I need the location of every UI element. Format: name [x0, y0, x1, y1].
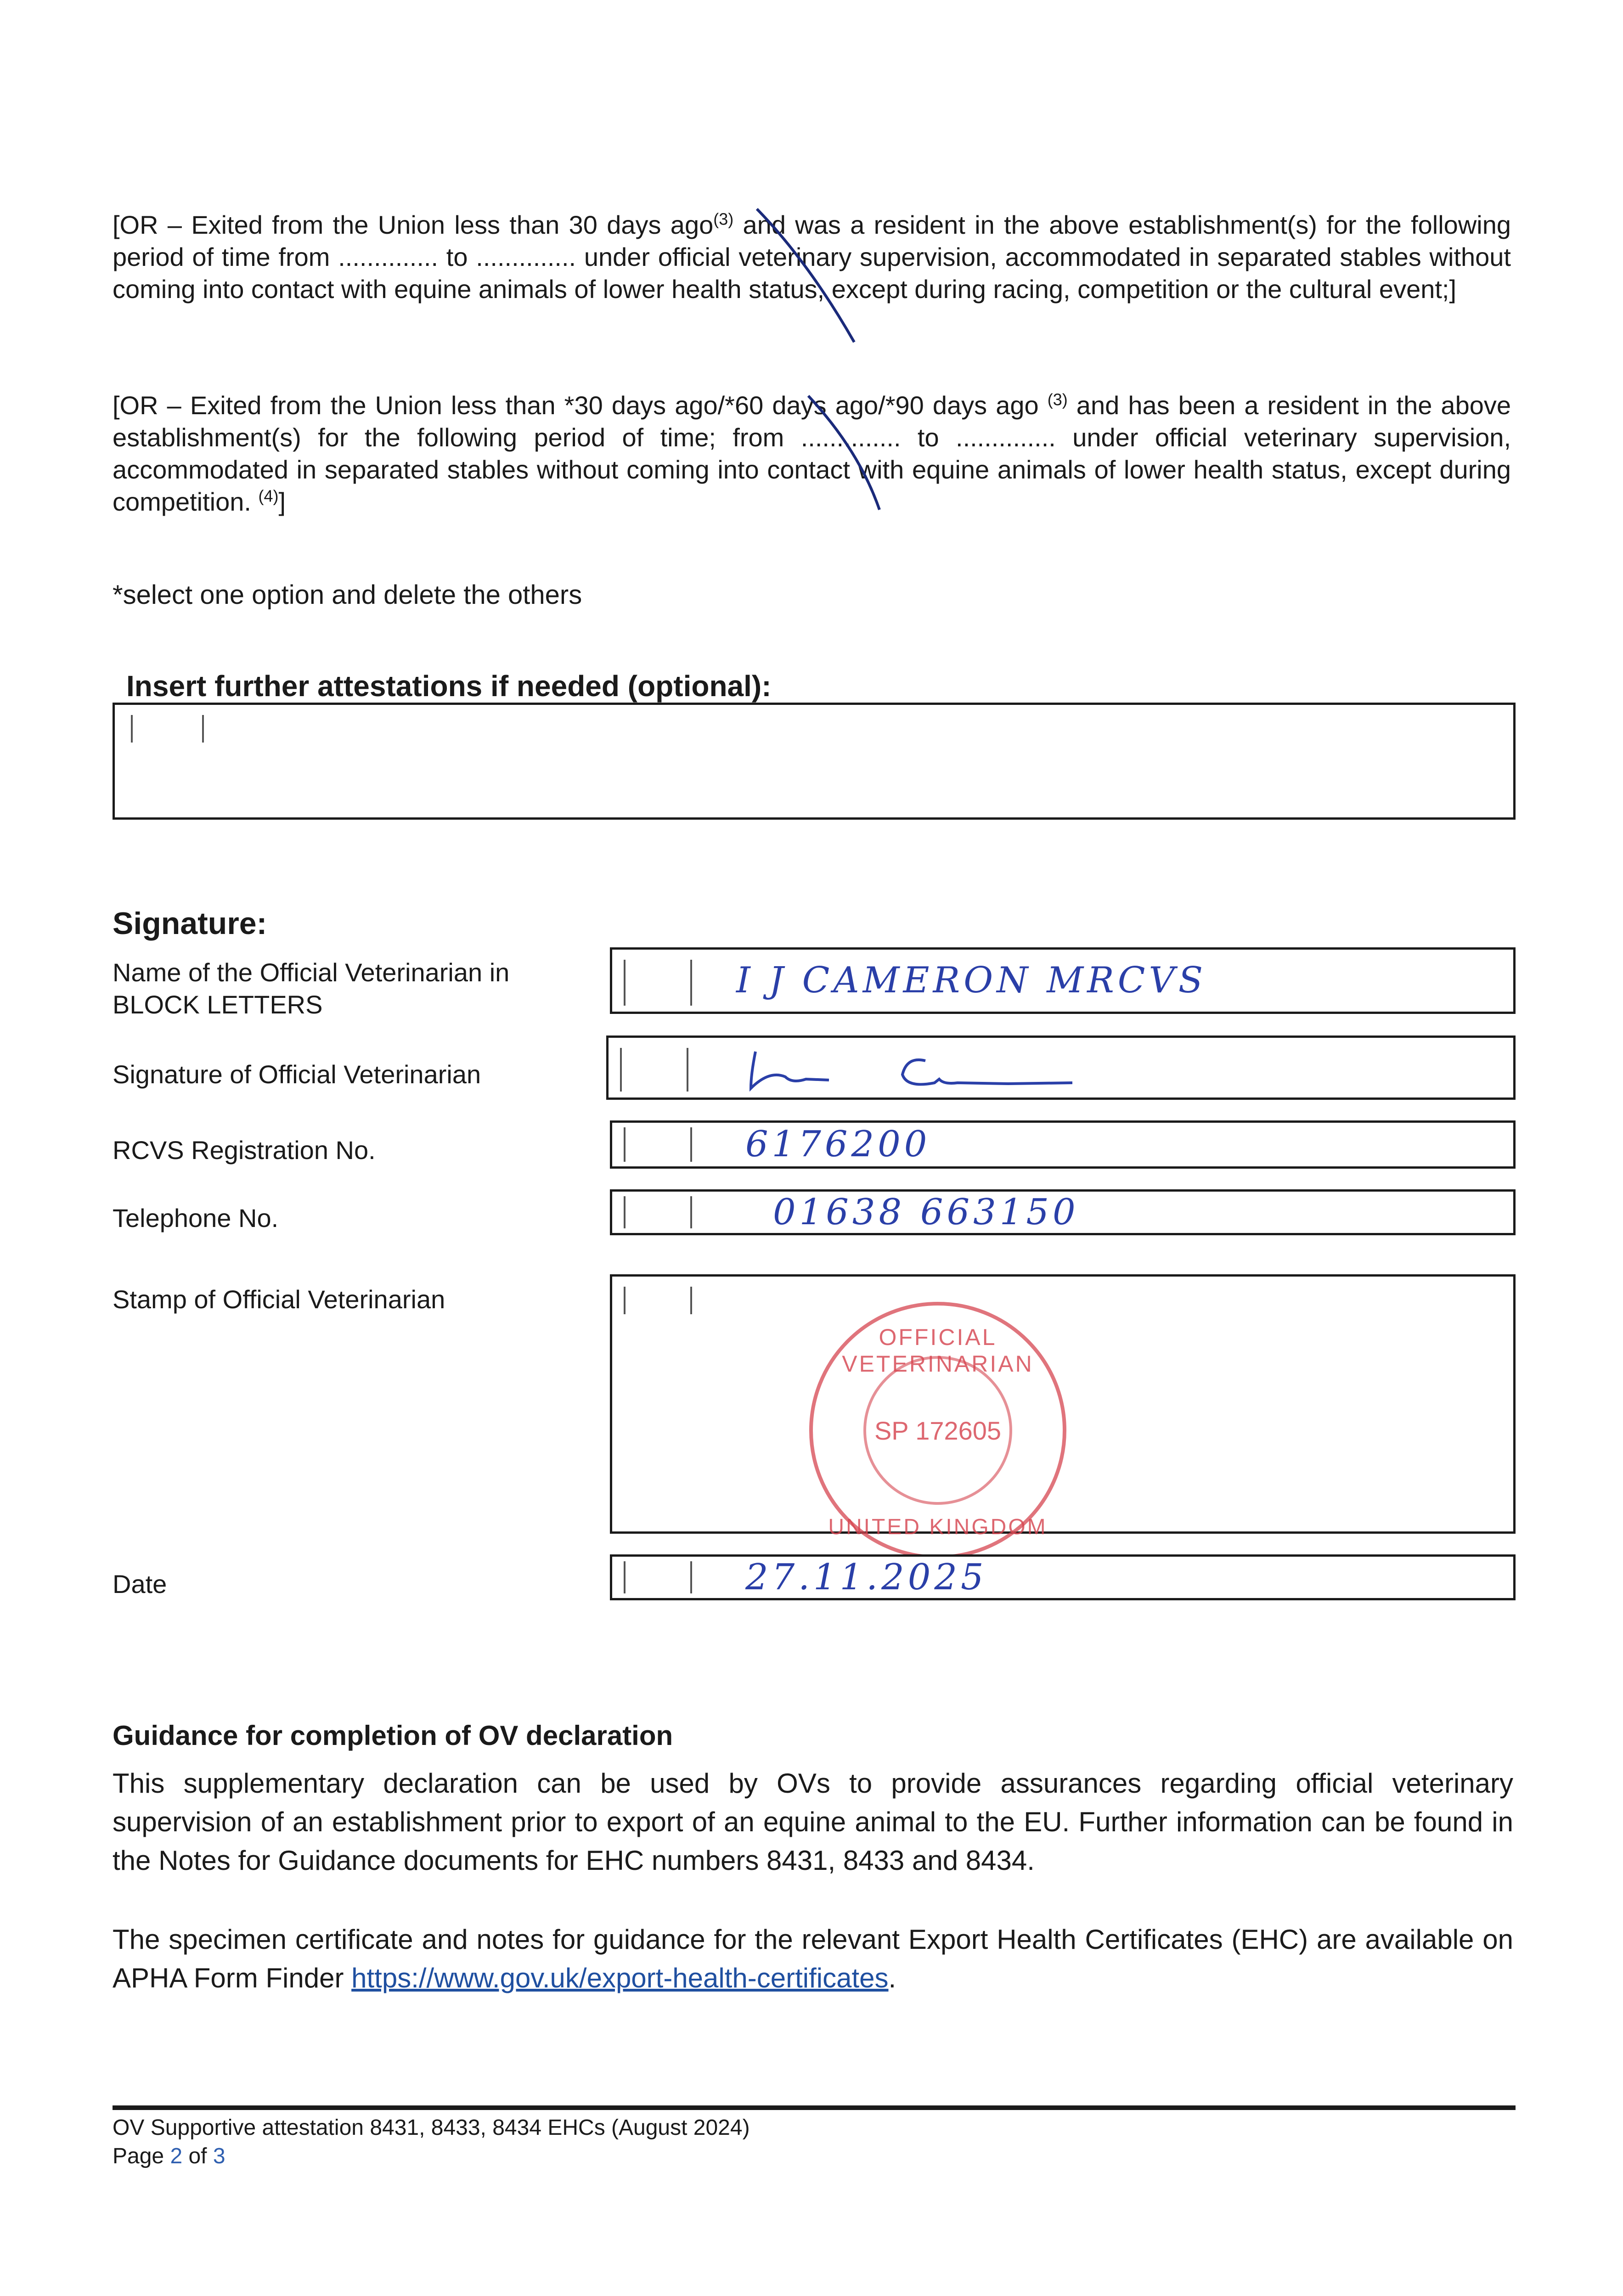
stamp-label: Stamp of Official Veterinarian — [113, 1285, 445, 1314]
field-marker — [202, 715, 204, 743]
field-marker — [690, 1287, 692, 1314]
telephone-field[interactable] — [610, 1189, 1516, 1235]
select-note: *select one option and delete the others — [113, 580, 582, 610]
official-veterinarian-stamp — [809, 1302, 1066, 1559]
stamp-bottom-text: UNITED KINGDOM — [828, 1515, 1048, 1539]
field-marker — [690, 1127, 692, 1162]
p1-text-a: [OR – Exited from the Union less than 30 days ago — [113, 210, 714, 239]
field-marker — [624, 1127, 626, 1162]
p2-text-a: [OR – Exited from the Union less than *30 days ago/*60 days ago/*90 days ago — [113, 391, 1048, 420]
page-current: 2 — [170, 2144, 183, 2168]
p2-text-b: and has been a resident in the above establishment(s) for the following period of time; from .............. to .............. under official veterinary supervision, accommodated in separated stables without coming into contact with equine animals of lower health status, except during competition. — [113, 391, 1511, 516]
stamp-number: SP 172605 — [874, 1416, 1002, 1445]
further-attestations-heading: Insert further attestations if needed (optional): — [126, 670, 772, 703]
page-mid: of — [182, 2144, 213, 2168]
rcvs-value: 6176200 — [745, 1124, 931, 1165]
footnote-ref: (3) — [713, 209, 734, 229]
footnote-ref: (3) — [1047, 390, 1068, 409]
footer-title: OV Supportive attestation 8431, 8433, 8434 EHCs (August 2024) — [113, 2116, 750, 2140]
stamp-top-text: OFFICIAL VETERINARIAN — [842, 1324, 1034, 1377]
ov-name-field[interactable] — [610, 947, 1516, 1014]
telephone-label: Telephone No. — [113, 1204, 279, 1232]
date-value: 27.11.2025 — [745, 1557, 987, 1598]
date-field[interactable] — [610, 1554, 1516, 1600]
footnote-ref: (4) — [258, 486, 279, 506]
page-total: 3 — [213, 2144, 225, 2168]
field-marker — [620, 1048, 622, 1092]
rcvs-label: RCVS Registration No. — [113, 1136, 376, 1165]
handwritten-signature — [742, 1042, 1155, 1097]
ov-signature-field[interactable] — [606, 1035, 1516, 1100]
footer-rule — [113, 2105, 1516, 2110]
guidance-heading: Guidance for completion of OV declaration — [113, 1720, 673, 1751]
page-prefix: Page — [113, 2144, 170, 2168]
p1-text-b: and was a resident in the above establishment(s) for the following period of time from .............. to .............. under official veterinary supervision, accommodated in separated stables without coming into contact with equine animals of lower health status, except during racing, competition or the cultural event;] — [113, 210, 1511, 304]
date-label: Date — [113, 1570, 167, 1598]
guidance-paragraph-2 — [113, 1920, 1513, 1998]
field-marker — [687, 1048, 688, 1092]
field-marker — [624, 1196, 626, 1228]
field-marker — [131, 715, 133, 743]
ov-signature-label: Signature of Official Veterinarian — [113, 1060, 481, 1089]
guidance-paragraph-1: This supplementary declaration can be used by OVs to provide assurances regarding official veterinary supervision of an establishment prior to export of an equine animal to the EU. Further information can be found in the Notes for Guidance documents for EHC numbers 8431, 8433 and 8434. — [113, 1768, 1513, 1876]
signature-heading: Signature: — [113, 906, 267, 941]
rcvs-field[interactable] — [610, 1120, 1516, 1169]
guidance-p2-text: The specimen certificate and notes for guidance for the relevant Export Health Certificates (EHC) are available on APHA Form Finder — [113, 1924, 1513, 1993]
ov-name-label: Name of the Official Veterinarian in BLOCK LETTERS — [113, 958, 510, 1019]
telephone-value: 01638 663150 — [773, 1192, 1079, 1233]
field-marker — [624, 1287, 626, 1314]
strike-line-1 — [757, 209, 854, 342]
ov-name-value: I J CAMERON MRCVS — [736, 960, 1207, 1001]
field-marker — [690, 1561, 692, 1593]
further-attestations-field[interactable] — [113, 703, 1516, 820]
ehc-link[interactable]: https://www.gov.uk/export-health-certificates — [351, 1963, 889, 1993]
p2-text-c: ] — [278, 487, 286, 516]
page-number — [113, 2142, 225, 2171]
field-marker — [690, 960, 692, 1006]
guidance-p2-end: . — [888, 1963, 896, 1993]
strike-line-2 — [808, 396, 879, 510]
field-marker — [624, 960, 626, 1006]
field-marker — [624, 1561, 626, 1593]
field-marker — [690, 1196, 692, 1228]
